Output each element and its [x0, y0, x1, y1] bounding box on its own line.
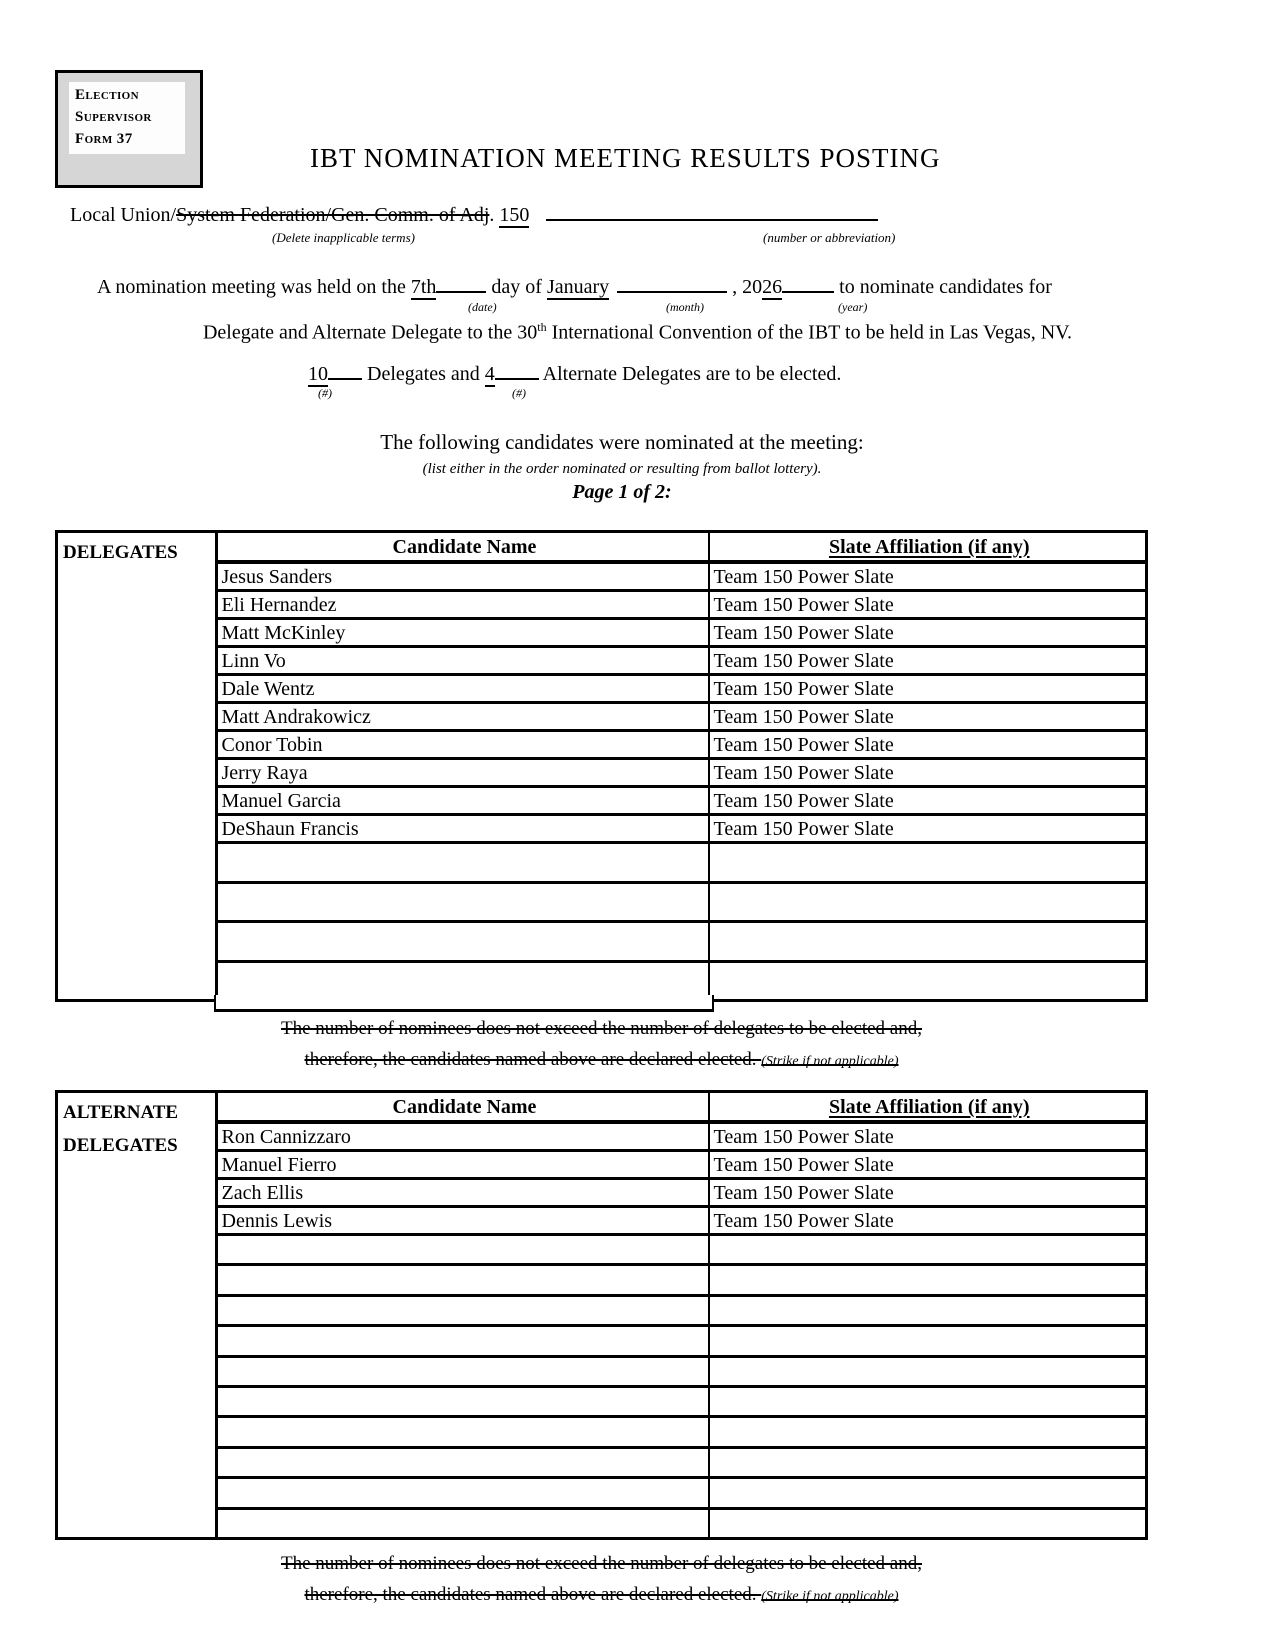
note-line-2: therefore, the candidates named above are declared elected. (Strike if not applicable)	[304, 1584, 899, 1605]
date-label: (date)	[468, 300, 497, 314]
slate-cell: Team 150 Power Slate	[713, 1126, 894, 1148]
table-row	[218, 564, 1146, 592]
table-row-empty	[218, 963, 1146, 1000]
slate-cell: Team 150 Power Slate	[713, 678, 894, 700]
slate-cell: Team 150 Power Slate	[713, 1182, 894, 1204]
table-row	[218, 620, 1146, 648]
table-row	[218, 1180, 1146, 1208]
table-row-empty	[218, 1297, 1146, 1327]
slate-cell: Team 150 Power Slate	[713, 622, 894, 644]
slate-cell: Team 150 Power Slate	[713, 818, 894, 840]
month-label: (month)	[666, 300, 704, 314]
table-row-empty	[218, 1510, 1146, 1537]
table-row	[218, 760, 1146, 788]
table-row	[218, 732, 1146, 760]
stamp-line-3: Form 37	[75, 131, 133, 147]
declared-elected-note-2	[55, 1548, 1148, 1612]
page-number-label: Page 1 of 2:	[572, 481, 672, 503]
meeting-month-value: January	[546, 276, 610, 298]
delegates-table	[55, 530, 1148, 1002]
table-row	[218, 648, 1146, 676]
candidate-name-cell: Jesus Sanders	[218, 564, 710, 589]
slate-cell: Team 150 Power Slate	[713, 790, 894, 812]
delegates-header-row	[218, 533, 1146, 564]
table-row-empty	[218, 844, 1146, 884]
meeting-part4: to nominate candidates for	[834, 276, 1052, 298]
candidate-name-cell: Dale Wentz	[218, 676, 710, 701]
slate-cell: Team 150 Power Slate	[713, 594, 894, 616]
candidate-name-header: Candidate Name	[218, 1093, 710, 1120]
alternates-count-blank	[495, 357, 539, 380]
local-union-number-value: 150	[499, 204, 530, 226]
elected-part2: Alternate Delegates are to be elected.	[538, 363, 842, 385]
strike-if-not-applicable: (Strike if not applicable)	[761, 1054, 899, 1069]
slate-cell: Team 150 Power Slate	[713, 1154, 894, 1176]
alternates-count-value: 4	[484, 363, 495, 385]
candidate-name-cell: Zach Ellis	[218, 1180, 710, 1205]
declared-elected-note	[55, 1013, 1148, 1077]
candidate-name-cell: Ron Cannizzaro	[218, 1124, 710, 1149]
meeting-part3: , 20	[727, 276, 763, 298]
stamp-line-2: Supervisor	[75, 109, 152, 125]
table-row	[218, 788, 1146, 816]
slate-affiliation-header: Slate Affiliation (if any)	[828, 1096, 1030, 1118]
hint-delete-inapplicable: (Delete inapplicable terms)	[272, 230, 415, 245]
candidate-name-cell: Manuel Fierro	[218, 1152, 710, 1177]
hint-number-or-abbreviation: (number or abbreviation)	[763, 230, 896, 245]
month-blank	[617, 270, 727, 293]
table-row-empty	[218, 923, 1146, 963]
slate-cell: Team 150 Power Slate	[713, 1210, 894, 1232]
candidate-name-cell: Conor Tobin	[218, 732, 710, 757]
convention-part1: Delegate and Alternate Delegate to the 30	[202, 321, 538, 344]
candidate-name-cell: Linn Vo	[218, 648, 710, 673]
elected-counts-line	[308, 357, 841, 386]
delegates-count-value: 10	[308, 363, 328, 385]
table-row-empty	[218, 1236, 1146, 1266]
note-line-1: The number of nominees does not exceed the number of delegates to be elected and,	[280, 1018, 922, 1039]
candidate-name-header: Candidate Name	[218, 533, 710, 560]
alternates-hash-label: (#)	[512, 386, 526, 400]
nominated-subheading: (list either in the order nominated or resulting from ballot lottery).	[422, 461, 822, 477]
slate-affiliation-header: Slate Affiliation (if any)	[828, 536, 1030, 558]
local-union-line	[70, 198, 878, 227]
delegates-count-blank	[328, 357, 362, 380]
candidate-name-cell: Manuel Garcia	[218, 788, 710, 813]
alternates-row-label: ALTERNATE DELEGATES	[63, 1102, 179, 1156]
table-row-empty	[218, 1358, 1146, 1388]
delegates-hash-label: (#)	[318, 386, 332, 400]
table-row-empty	[218, 1418, 1146, 1448]
table-row	[218, 1152, 1146, 1180]
candidate-column-overhang	[214, 995, 714, 1012]
election-supervisor-stamp	[55, 70, 203, 188]
slate-cell: Team 150 Power Slate	[713, 650, 894, 672]
meeting-line	[97, 270, 1052, 299]
slate-cell: Team 150 Power Slate	[713, 762, 894, 784]
meeting-part1: A nomination meeting was held on the	[97, 276, 411, 298]
candidate-name-cell: Eli Hernandez	[218, 592, 710, 617]
elected-part1: Delegates and	[362, 363, 485, 385]
table-row-empty	[218, 1327, 1146, 1357]
convention-line	[60, 320, 1215, 345]
candidate-name-cell: Matt McKinley	[218, 620, 710, 645]
candidate-name-cell: DeShaun Francis	[218, 816, 710, 841]
table-row	[218, 704, 1146, 732]
table-row	[218, 1124, 1146, 1152]
local-union-prefix: Local Union/	[70, 204, 177, 226]
page-title: IBT NOMINATION MEETING RESULTS POSTING	[310, 143, 941, 173]
year-blank	[782, 270, 834, 293]
table-row-empty	[218, 1388, 1146, 1418]
table-row	[218, 816, 1146, 844]
strike-if-not-applicable: (Strike if not applicable)	[761, 1589, 899, 1604]
table-row-empty	[218, 1266, 1146, 1296]
convention-ordinal-sup: th	[537, 320, 547, 334]
alternates-header-row	[218, 1093, 1146, 1124]
stamp-line-1: Election	[75, 87, 139, 103]
nominated-heading: The following candidates were nominated at the meeting:	[380, 430, 864, 454]
table-row-empty	[218, 1449, 1146, 1479]
meeting-part2: day of	[486, 276, 547, 298]
meeting-year-value: 26	[762, 276, 783, 298]
table-row-empty	[218, 1479, 1146, 1509]
table-row	[218, 676, 1146, 704]
note-line-1: The number of nominees does not exceed the number of delegates to be elected and,	[280, 1553, 922, 1574]
local-union-period: .	[489, 204, 495, 226]
local-union-blank-line	[546, 198, 878, 221]
delegates-row-label: DELEGATES	[63, 542, 178, 563]
slate-cell: Team 150 Power Slate	[713, 706, 894, 728]
slate-cell: Team 150 Power Slate	[713, 566, 894, 588]
meeting-date-value: 7th	[410, 276, 437, 298]
local-union-struck-terms: System Federation/Gen. Comm. of Adj	[176, 204, 490, 226]
table-row-empty	[218, 884, 1146, 924]
stamp-inner-label	[69, 82, 185, 154]
date-blank	[436, 270, 486, 293]
convention-part2: International Convention of the IBT to be held in Las Vegas, NV.	[546, 321, 1073, 344]
candidate-name-cell: Dennis Lewis	[218, 1208, 710, 1233]
table-row	[218, 1208, 1146, 1236]
candidate-name-cell: Jerry Raya	[218, 760, 710, 785]
slate-cell: Team 150 Power Slate	[713, 734, 894, 756]
note-line-2: therefore, the candidates named above are declared elected. (Strike if not applicable)	[304, 1049, 899, 1070]
candidate-name-cell: Matt Andrakowicz	[218, 704, 710, 729]
year-label: (year)	[838, 300, 868, 314]
alternate-delegates-table	[55, 1090, 1148, 1540]
table-row	[218, 592, 1146, 620]
